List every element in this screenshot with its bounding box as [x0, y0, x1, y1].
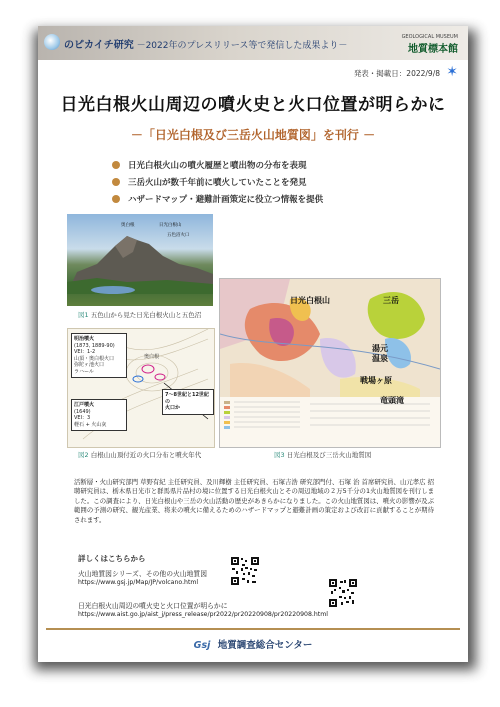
figure3-geologic-map [219, 278, 441, 448]
key-point: 三岳火山が数千年前に噴火していたことを発見 [112, 173, 323, 190]
qr-code-icon[interactable] [230, 556, 260, 586]
footer-divider [46, 628, 460, 630]
series-line [64, 36, 347, 51]
figure1-photo [67, 214, 213, 306]
box-line: (1873, 1889-90) [74, 342, 115, 349]
bullet-dot-icon [112, 195, 120, 203]
museum-logo-ja: 地質標本館 [408, 44, 458, 55]
more-info-heading: 詳しくはこちらから [78, 554, 146, 563]
box-line: (1649) [74, 408, 91, 415]
box-line: ラハール [74, 368, 94, 375]
figure1-caption-text: 五色山から見た日光白根火山と五色沼 [90, 311, 202, 319]
museum-logo-en: GEOLOGICAL MUSEUM [401, 34, 458, 40]
footer [38, 637, 468, 651]
map-label-senjogahara: 戦場ヶ原 [360, 376, 392, 385]
qr-code-icon[interactable] [328, 578, 358, 608]
figure1-label: 日光白根山 [159, 223, 182, 228]
body-text: 活断層・火山研究部門 草野有紀 主任研究員、及川輝樹 主任研究員、石塚吉浩 研究部門付、石塚 治 首席研究員、山元孝広 招聘研究員は、栃木県日光市と群馬県片品村の境に位置する日光白根火山とその周辺地域の２万5千分の1火山地質図を刊行しました。この調査により、日光白根山や三岳の火山活動の歴史があきらかになりました。この火山地質図は、噴火の影響が及ぶ範囲の予測の研究、観光産業、将来の噴火に備えるためのハザードマップと避難計画の策定および改訂に貢献することが期待されます。 [74, 478, 434, 524]
key-points [112, 156, 323, 207]
box-line: VEI：1-2 [74, 349, 96, 355]
box-line: 江戸噴火 [74, 402, 95, 408]
figure2-caption-text: 白根山山頂付近の火口分布と噴火年代 [90, 451, 202, 459]
box-line: 明治噴火 [74, 336, 95, 342]
figure1-label: 奥白根 [121, 223, 135, 228]
key-point: 日光白根火山の噴火履歴と噴出物の分布を表現 [112, 156, 323, 173]
header-band [38, 26, 468, 60]
box-line: 弥陀ヶ池火口 [74, 362, 105, 368]
issued-date: 発表・掲載日：2022/9/8 [353, 69, 440, 78]
museum-logo [402, 34, 458, 55]
figure1-caption [78, 310, 201, 319]
box-line: VEI：3 [74, 415, 91, 421]
figure2-caption-num: 図2 [78, 451, 89, 459]
poster-sheet [38, 26, 468, 662]
map-label-yumoto: 湯元 [372, 344, 388, 353]
ref1-link[interactable]: https://www.gsj.jp/Map/JP/volcano.html [78, 579, 199, 586]
page-title: 日光白根火山周辺の噴火史と火口位置が明らかに [60, 95, 446, 115]
geologic-map-drawing [220, 279, 440, 447]
figure2-crater-map [67, 328, 215, 448]
series-name: のピカイチ研究 [64, 40, 134, 51]
peak-label: 奥白根 [144, 354, 160, 360]
box-line: 軽石 + 火山灰 [74, 421, 107, 428]
ref2-link[interactable]: https://www.aist.go.jp/aist_j/press_release/pr2022/pr20220908/pr20220908.html [78, 611, 328, 618]
figure1-caption-num: 図1 [78, 311, 89, 319]
box-line: 火口か [165, 405, 181, 411]
box-line: 山頂・奥白根火口 [74, 355, 115, 362]
series-desc: －2022年のプレスリリース等で発信した成果より－ [136, 41, 348, 51]
meiji-eruption-box [71, 333, 127, 378]
map-label-mitake: 三岳 [383, 296, 399, 305]
figure2-caption [78, 450, 201, 459]
map-label-onsen: 温泉 [372, 354, 388, 363]
box-line: 7～8世紀と12世紀の [165, 392, 209, 405]
figure3-caption [274, 450, 371, 459]
hikari-logo-icon [44, 34, 60, 50]
key-point: ハザードマップ・避難計画策定に役立つ情報を提供 [112, 190, 323, 207]
ref2-title: 日光白根火山周辺の噴火史と火口位置が明らかに [78, 602, 228, 610]
crater-note-box [162, 389, 214, 415]
bullet-dot-icon [112, 161, 120, 169]
gsj-logo: Gsj [193, 640, 211, 651]
page-subtitle: －「日光白根及び三岳火山地質図」を刊行 － [130, 128, 376, 142]
mountain-image [67, 234, 213, 294]
map-label-nikko-shirane: 日光白根山 [290, 296, 330, 305]
bullet-dot-icon [112, 178, 120, 186]
map-label-ryuzu-falls: 竜頭滝 [380, 396, 404, 405]
ref1-title: 火山地質図シリーズ、その他の火山地質図 [78, 570, 208, 578]
figure1-label: 五色沼火口 [167, 233, 190, 238]
star-icon: ✶ [446, 64, 458, 80]
figure3-caption-text: 日光白根及び三岳火山地質図 [286, 451, 372, 459]
org-name: 地質調査総合センター [217, 640, 313, 651]
figure3-caption-num: 図3 [274, 451, 285, 459]
edo-eruption-box [71, 399, 127, 431]
